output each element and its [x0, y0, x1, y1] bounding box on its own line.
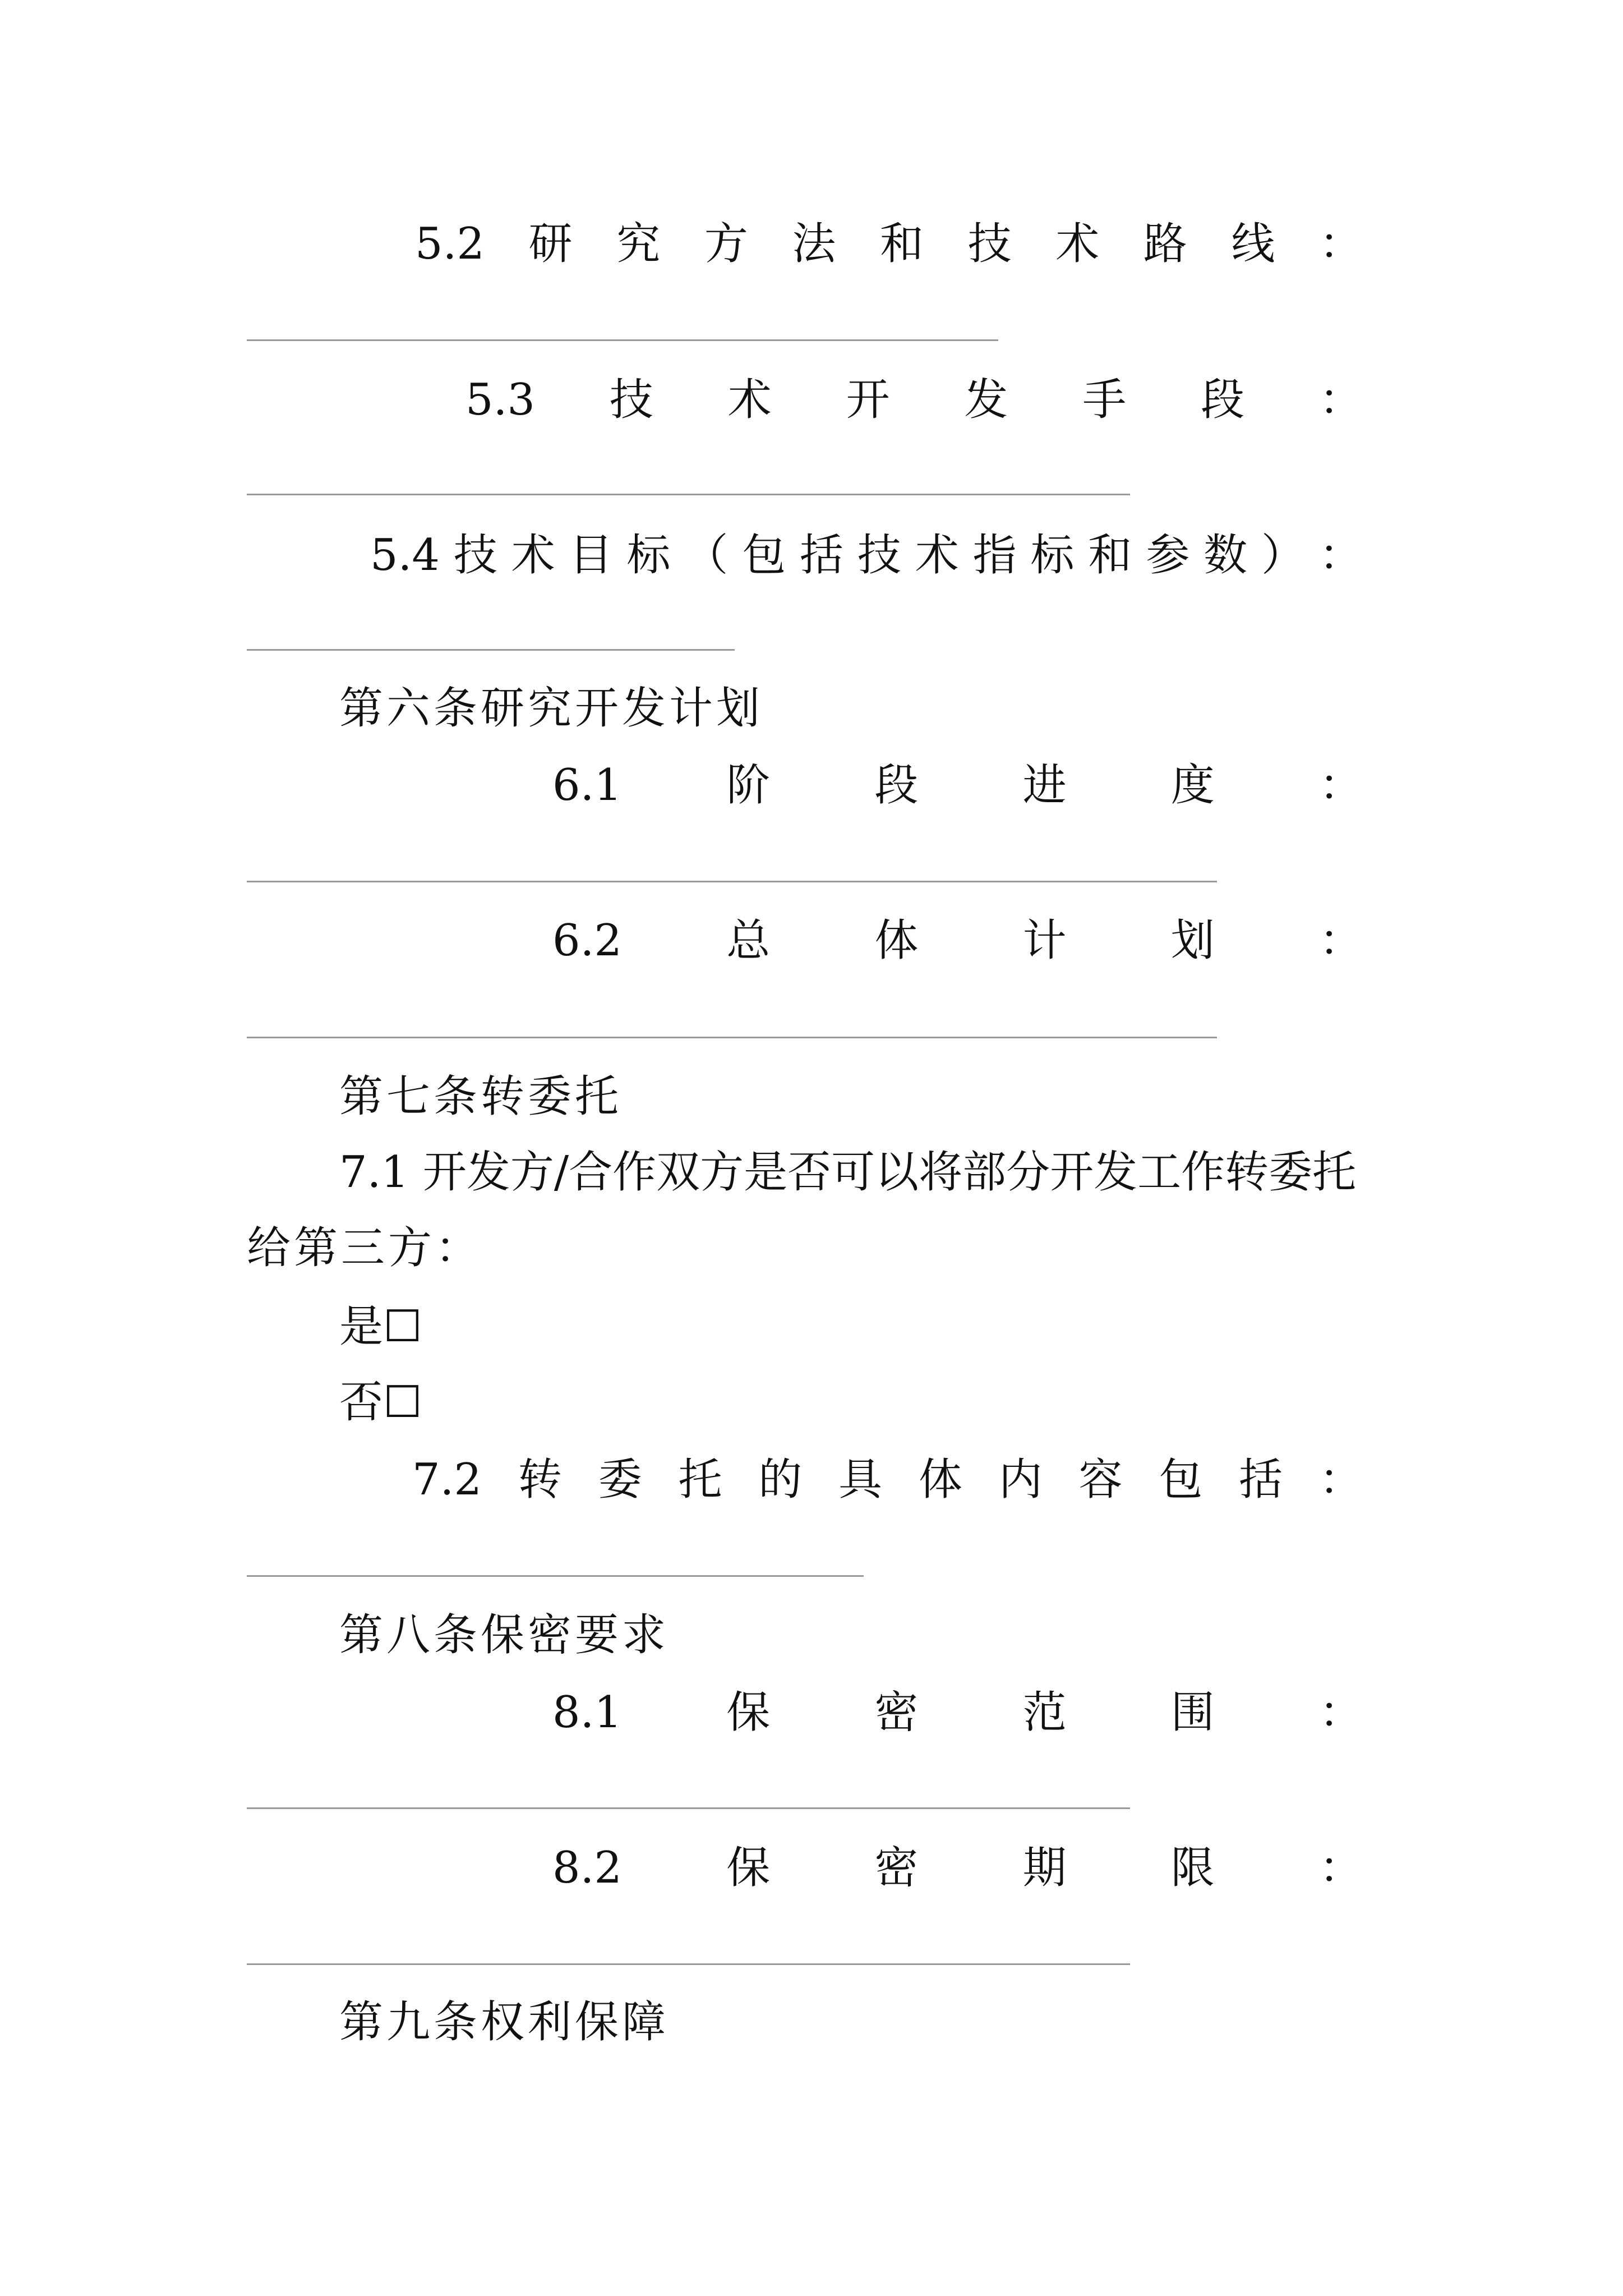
clause-8-1: 8.1 保 密 范 围 ：	[552, 1682, 1363, 1743]
fill-in-blank-6-1[interactable]	[247, 881, 1217, 882]
clause-number: 8.1	[552, 1687, 623, 1738]
clause-7-2: 7.2 转 委 托 的 具 体 内 容 包 括 ：	[412, 1449, 1363, 1511]
fill-in-blank-5-3[interactable]	[247, 494, 1130, 495]
clause-number: 6.2	[552, 915, 623, 966]
fill-in-blank-6-2[interactable]	[247, 1037, 1217, 1038]
fill-in-blank-5-2[interactable]	[247, 339, 998, 341]
clause-5-4: 5.4 技 术 目 标 （ 包 括 技 术 指 标 和 参 数 ） ：	[370, 524, 1363, 586]
fill-in-blank-8-1[interactable]	[247, 1807, 1130, 1809]
option-no-checkbox[interactable]: 否☐	[339, 1377, 422, 1428]
fill-in-blank-8-2[interactable]	[247, 1963, 1130, 1965]
clause-number: 8.2	[552, 1843, 623, 1893]
clause-7-1-line2: 给第三方：	[247, 1223, 483, 1273]
article-7-heading: 第七条转委托	[339, 1071, 623, 1122]
clause-number: 5.2	[415, 219, 485, 269]
article-9-heading: 第九条权利保障	[339, 1997, 670, 2047]
clause-number: 6.1	[552, 760, 623, 811]
clause-number: 5.3	[465, 375, 536, 425]
clause-6-1: 6.1 阶 段 进 度 ：	[552, 754, 1363, 816]
fill-in-blank-5-4[interactable]	[247, 649, 735, 651]
article-6-heading: 第六条研究开发计划	[339, 683, 764, 734]
clause-7-1-line1: 7.1 开发方/合作双方是否可以将部分开发工作转委托	[339, 1147, 1357, 1198]
clause-number: 5.4	[370, 530, 440, 581]
article-8-heading: 第八条保密要求	[339, 1610, 670, 1660]
clause-5-2: 5.2 研 究 方 法 和 技 术 路 线 ：	[415, 213, 1363, 275]
clause-5-3: 5.3 技 术 开 发 手 段 ：	[465, 369, 1363, 431]
fill-in-blank-7-2[interactable]	[247, 1575, 864, 1577]
clause-8-2: 8.2 保 密 期 限 ：	[552, 1837, 1363, 1899]
clause-6-2: 6.2 总 体 计 划 ：	[552, 910, 1363, 972]
option-yes-checkbox[interactable]: 是☐	[339, 1301, 422, 1352]
clause-number: 7.2	[412, 1455, 482, 1505]
